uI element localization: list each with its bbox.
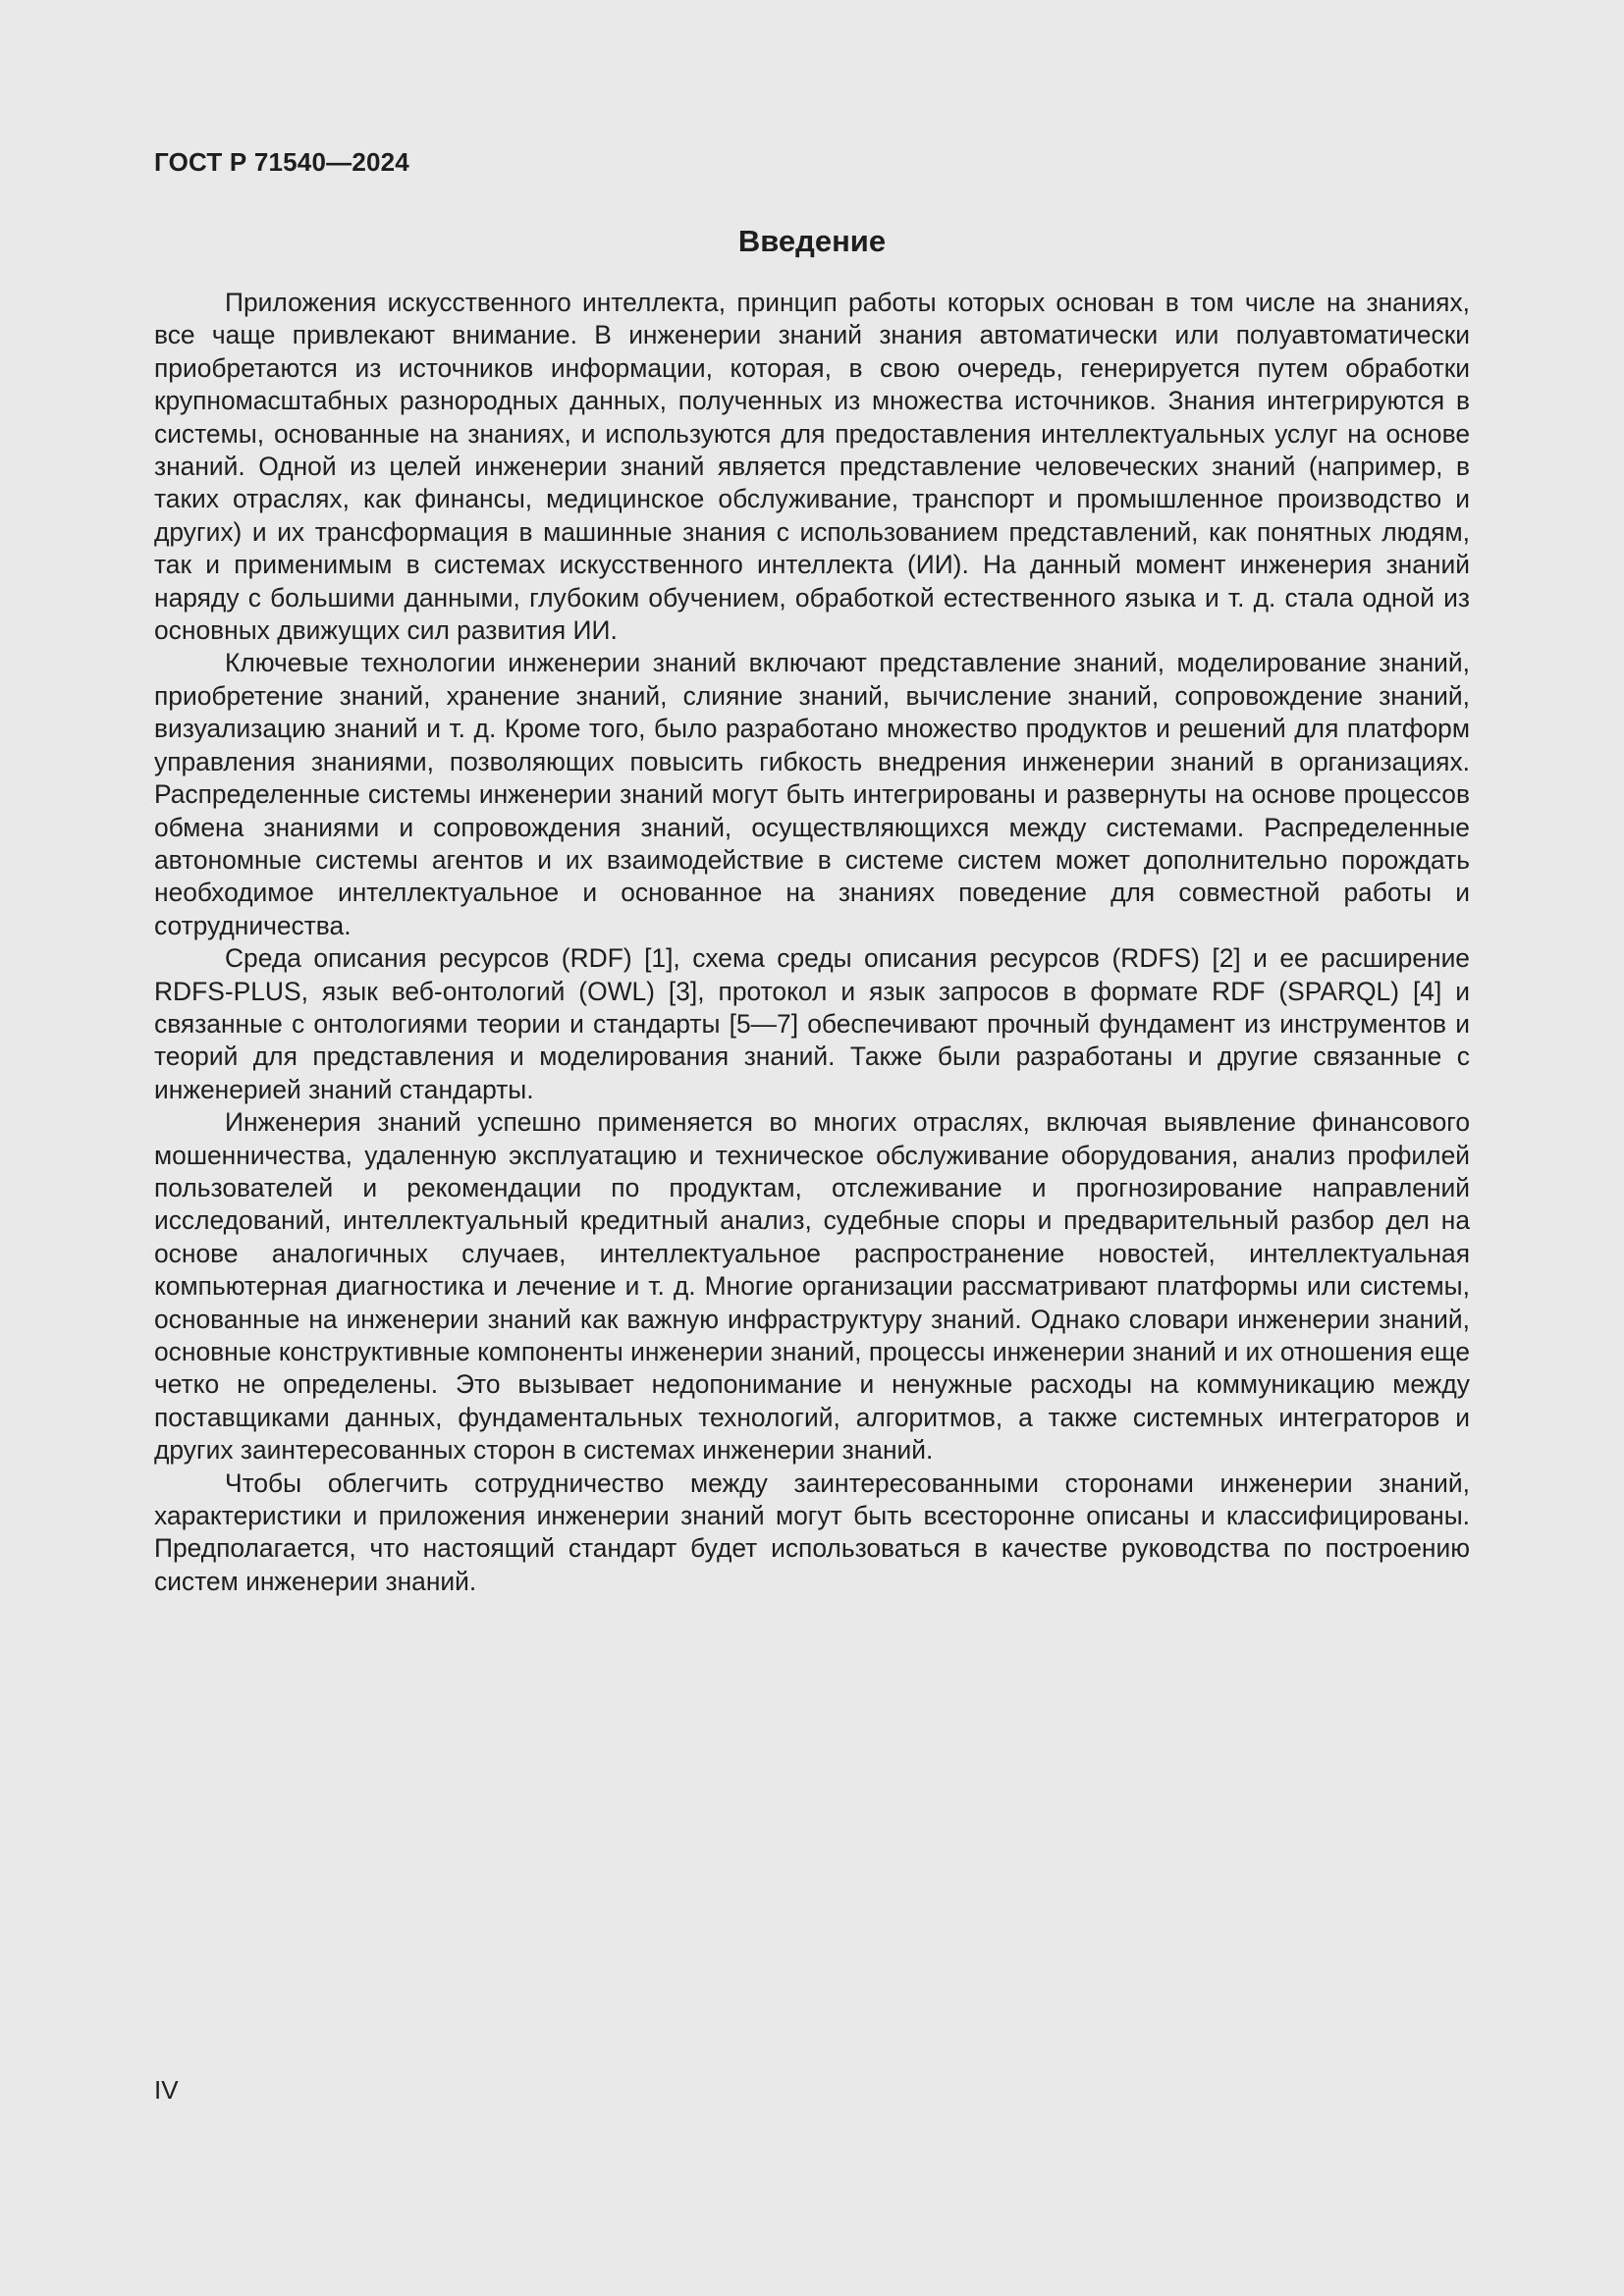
section-title: Введение xyxy=(737,224,887,258)
paragraph-2: Ключевые технологии инженерии знаний включают представление знаний, моделирование знаний, приобретение знаний, хранение знаний, слияние знаний, вычисление знаний, сопровождение знаний, визуализацию знаний и т. д. Кроме того, было разработано множество продуктов и решений для платформ управления знаниями, позволяющих повысить гибкость внедрения инженерии знаний в организациях. Распределенные системы инженерии знаний могут быть интегрированы и развернуты на основе процессов обмена знаниями и сопровождения знаний, осуществляющихся между системами. Распределенные автономные системы агентов и их взаимодействие в системе систем может дополнительно порождать необходимое интеллектуальное и основанное на знаниях поведение для совместной работы и сотрудничества. xyxy=(154,648,1470,940)
paragraph-3: Среда описания ресурсов (RDF) [1], схема среды описания ресурсов (RDFS) [2] и ее расширение RDFS-PLUS, язык веб-онтологий (OWL) [3], протокол и язык запросов в формате RDF (SPARQL) [4] и связанные с онтологиями теории и стандарты [5—7] обеспечивают прочный фундамент из инструментов и теорий для представления и моделирования знаний. Также были разработаны и другие связанные с инженерией знаний стандарты. xyxy=(154,943,1470,1104)
paragraph-1: Приложения искусственного интеллекта, принцип работы которых основан в том числе на знаниях, все чаще привлекают внимание. В инженерии знаний знания автоматически или полуавтоматически приобретаются из источников информации, которая, в свою очередь, генерируется путем обработки крупномасштабных разнородных данных, полученных из множества источников. Знания интегрируются в системы, основанные на знаниях, и используются для предоставления интеллектуальных услуг на основе знаний. Одной из целей инженерии знаний является представление человеческих знаний (например, в таких отраслях, как финансы, медицинское обслуживание, транспорт и промышленное производство и других) и их трансформация в машинные знания с использованием представлений, как понятных людям, так и применимым в системах искусственного интеллекта (ИИ). На данный момент инженерия знаний наряду с большими данными, глубоким обучением, обработкой естественного языка и т. д. стала одной из основных движущих сил развития ИИ. xyxy=(154,288,1470,646)
paragraph-5: Чтобы облегчить сотрудничество между заинтересованными сторонами инженерии знаний, характеристики и приложения инженерии знаний могут быть всесторонне описаны и классифицированы. Предполагается, что настоящий стандарт будет использоваться в качестве руководства по построению систем инженерии знаний. xyxy=(154,1468,1470,1596)
document-header: ГОСТ Р 71540—2024 xyxy=(154,147,409,177)
page-number: IV xyxy=(154,2075,179,2105)
body-text xyxy=(154,287,1470,1598)
paragraph-4: Инженерия знаний успешно применяется во многих отраслях, включая выявление финансового мошенничества, удаленную эксплуатацию и техническое обслуживание оборудования, анализ профилей пользователей и рекомендации по продуктам, отслеживание и прогнозирование направлений исследований, интеллектуальный кредитный анализ, судебные споры и предварительный разбор дел на основе аналогичных случаев, интеллектуальное распространение новостей, интеллектуальная компьютерная диагностика и лечение и т. д. Многие организации рассматривают платформы или системы, основанные на инженерии знаний как важную инфраструктуру знаний. Однако словари инженерии знаний, основные конструктивные компоненты инженерии знаний, процессы инженерии знаний и их отношения еще четко не определены. Это вызывает недопонимание и ненужные расходы на коммуникацию между поставщиками данных, фундаментальных технологий, алгоритмов, а также системных интеграторов и других заинтересованных сторон в системах инженерии знаний. xyxy=(154,1107,1470,1466)
